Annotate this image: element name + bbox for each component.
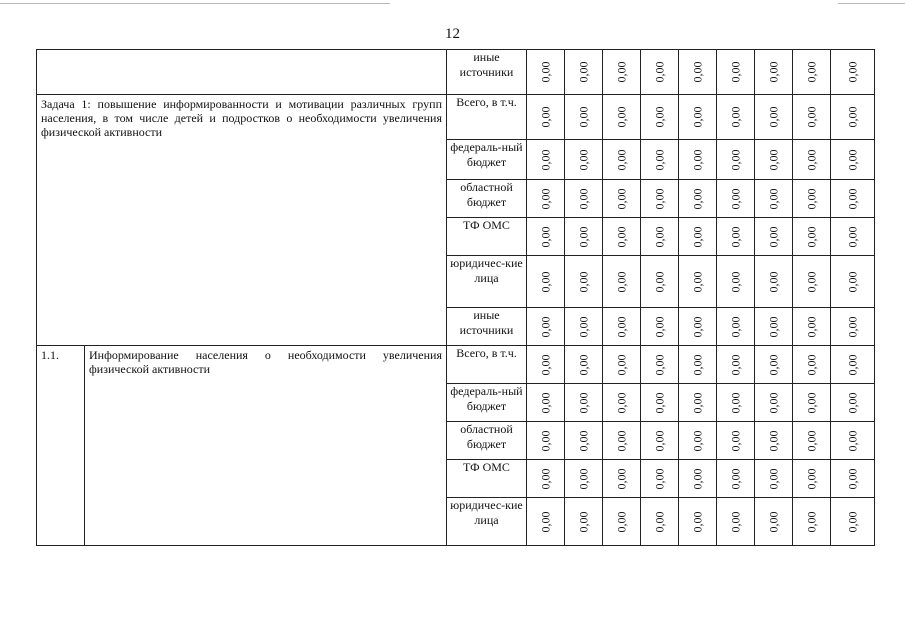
value-text: 0,00 <box>766 468 780 489</box>
value-text: 0,00 <box>652 354 666 375</box>
value-cell <box>679 422 717 460</box>
value-cell <box>755 95 793 140</box>
funding-source-cell: областной бюджет <box>447 180 527 218</box>
value-text: 0,00 <box>652 271 666 292</box>
value-text: 0,00 <box>690 354 704 375</box>
value-text: 0,00 <box>576 149 590 170</box>
value-cell <box>831 498 875 546</box>
value-text: 0,00 <box>690 316 704 337</box>
value-cell <box>679 384 717 422</box>
table-row <box>37 346 875 384</box>
value-cell <box>793 346 831 384</box>
value-cell <box>603 308 641 346</box>
value-cell <box>717 308 755 346</box>
value-text: 0,00 <box>728 61 742 83</box>
value-cell <box>527 308 565 346</box>
value-text: 0,00 <box>614 392 628 413</box>
value-text: 0,00 <box>728 226 742 247</box>
value-cell <box>831 50 875 95</box>
value-cell <box>565 256 603 308</box>
value-cell <box>831 422 875 460</box>
value-text: 0,00 <box>614 354 628 375</box>
value-cell <box>717 256 755 308</box>
value-text: 0,00 <box>728 392 742 413</box>
value-text: 0,00 <box>652 392 666 413</box>
value-cell <box>831 256 875 308</box>
value-cell <box>679 308 717 346</box>
value-text: 0,00 <box>766 316 780 337</box>
value-text: 0,00 <box>766 106 780 128</box>
funding-source-cell: иные источники <box>447 50 527 95</box>
value-cell <box>565 498 603 546</box>
value-text: 0,00 <box>766 149 780 170</box>
value-text: 0,00 <box>652 316 666 337</box>
value-cell <box>755 308 793 346</box>
value-text: 0,00 <box>576 430 590 451</box>
value-text: 0,00 <box>614 188 628 209</box>
value-cell <box>603 256 641 308</box>
value-cell <box>755 180 793 218</box>
value-text: 0,00 <box>538 188 552 209</box>
value-cell <box>527 180 565 218</box>
value-cell <box>565 140 603 180</box>
value-cell <box>793 140 831 180</box>
value-cell <box>527 95 565 140</box>
value-text: 0,00 <box>845 430 859 451</box>
value-text: 0,00 <box>690 468 704 489</box>
value-text: 0,00 <box>576 226 590 247</box>
value-text: 0,00 <box>614 468 628 489</box>
value-text: 0,00 <box>652 61 666 83</box>
value-text: 0,00 <box>652 468 666 489</box>
value-cell <box>565 384 603 422</box>
value-cell <box>755 346 793 384</box>
value-cell <box>641 140 679 180</box>
value-text: 0,00 <box>728 316 742 337</box>
value-text: 0,00 <box>728 468 742 489</box>
value-cell <box>565 218 603 256</box>
funding-source-cell: федераль-ный бюджет <box>447 140 527 180</box>
value-cell <box>755 256 793 308</box>
value-cell <box>717 180 755 218</box>
value-cell <box>831 218 875 256</box>
value-cell <box>831 460 875 498</box>
value-cell <box>831 95 875 140</box>
value-text: 0,00 <box>576 354 590 375</box>
value-text: 0,00 <box>538 392 552 413</box>
value-text: 0,00 <box>690 226 704 247</box>
value-cell <box>641 256 679 308</box>
value-text: 0,00 <box>652 430 666 451</box>
value-text: 0,00 <box>804 430 818 451</box>
value-text: 0,00 <box>614 271 628 292</box>
value-cell <box>527 422 565 460</box>
value-cell <box>717 218 755 256</box>
value-cell <box>565 95 603 140</box>
value-text: 0,00 <box>728 149 742 170</box>
value-cell <box>679 140 717 180</box>
value-cell <box>641 460 679 498</box>
value-cell <box>641 218 679 256</box>
value-text: 0,00 <box>576 106 590 128</box>
value-text: 0,00 <box>690 511 704 532</box>
value-text: 0,00 <box>538 226 552 247</box>
task-1-cell <box>37 95 447 346</box>
value-cell <box>603 498 641 546</box>
funding-source-cell: юридичес-кие лица <box>447 256 527 308</box>
value-text: 0,00 <box>614 226 628 247</box>
funding-source-cell: Всего, в т.ч. <box>447 95 527 140</box>
value-cell <box>565 346 603 384</box>
value-cell <box>527 384 565 422</box>
value-cell <box>603 422 641 460</box>
value-text: 0,00 <box>690 392 704 413</box>
funding-source-cell: Всего, в т.ч. <box>447 346 527 384</box>
value-text: 0,00 <box>538 316 552 337</box>
value-cell <box>641 384 679 422</box>
value-text: 0,00 <box>538 430 552 451</box>
value-text: 0,00 <box>576 316 590 337</box>
value-cell <box>527 346 565 384</box>
value-text: 0,00 <box>538 468 552 489</box>
value-cell <box>679 460 717 498</box>
value-text: 0,00 <box>845 354 859 375</box>
value-cell <box>527 50 565 95</box>
value-cell <box>679 498 717 546</box>
value-cell <box>755 218 793 256</box>
value-text: 0,00 <box>614 430 628 451</box>
value-text: 0,00 <box>690 188 704 209</box>
value-text: 0,00 <box>576 392 590 413</box>
scan-artifact-line <box>0 3 390 4</box>
value-cell <box>679 256 717 308</box>
value-text: 0,00 <box>804 316 818 337</box>
value-text: 0,00 <box>576 188 590 209</box>
value-cell <box>831 384 875 422</box>
value-text: 0,00 <box>614 511 628 532</box>
value-cell <box>755 384 793 422</box>
value-text: 0,00 <box>652 188 666 209</box>
value-cell <box>679 95 717 140</box>
value-cell <box>831 140 875 180</box>
value-cell <box>527 218 565 256</box>
value-cell <box>641 308 679 346</box>
value-text: 0,00 <box>845 468 859 489</box>
value-cell <box>679 180 717 218</box>
value-cell <box>793 95 831 140</box>
value-cell <box>641 95 679 140</box>
value-cell <box>565 422 603 460</box>
value-cell <box>793 256 831 308</box>
value-text: 0,00 <box>766 430 780 451</box>
value-text: 0,00 <box>690 106 704 128</box>
value-cell <box>527 140 565 180</box>
value-text: 0,00 <box>845 316 859 337</box>
value-text: 0,00 <box>804 468 818 489</box>
value-cell <box>717 50 755 95</box>
value-cell <box>831 180 875 218</box>
value-text: 0,00 <box>538 354 552 375</box>
funding-source-cell: ТФ ОМС <box>447 218 527 256</box>
budget-table-body <box>37 50 875 546</box>
value-text: 0,00 <box>614 61 628 83</box>
value-cell <box>793 308 831 346</box>
value-text: 0,00 <box>845 392 859 413</box>
table-row <box>37 95 875 140</box>
value-cell <box>717 346 755 384</box>
value-cell <box>755 140 793 180</box>
value-text: 0,00 <box>728 106 742 128</box>
value-text: 0,00 <box>766 226 780 247</box>
funding-source-cell: федераль-ный бюджет <box>447 384 527 422</box>
value-cell <box>641 50 679 95</box>
value-text: 0,00 <box>804 149 818 170</box>
funding-source-cell: иные источники <box>447 308 527 346</box>
value-cell <box>641 422 679 460</box>
value-text: 0,00 <box>728 271 742 292</box>
item-number: 1.1. <box>41 348 59 362</box>
value-cell <box>603 218 641 256</box>
table-row <box>37 50 875 95</box>
value-text: 0,00 <box>804 61 818 83</box>
value-cell <box>793 50 831 95</box>
value-text: 0,00 <box>614 316 628 337</box>
value-cell <box>793 498 831 546</box>
value-text: 0,00 <box>652 149 666 170</box>
value-text: 0,00 <box>766 188 780 209</box>
value-text: 0,00 <box>538 149 552 170</box>
value-cell <box>755 50 793 95</box>
value-cell <box>717 422 755 460</box>
value-text: 0,00 <box>845 188 859 209</box>
value-cell <box>755 422 793 460</box>
value-cell <box>565 180 603 218</box>
value-cell <box>527 256 565 308</box>
value-cell <box>679 218 717 256</box>
value-cell <box>679 346 717 384</box>
value-text: 0,00 <box>728 354 742 375</box>
value-text: 0,00 <box>538 61 552 83</box>
value-cell <box>717 498 755 546</box>
value-text: 0,00 <box>690 149 704 170</box>
value-cell <box>603 180 641 218</box>
scan-artifact-line <box>838 3 905 4</box>
value-text: 0,00 <box>845 226 859 247</box>
value-cell <box>755 460 793 498</box>
value-text: 0,00 <box>804 226 818 247</box>
value-cell <box>603 460 641 498</box>
value-text: 0,00 <box>804 271 818 292</box>
value-cell <box>603 384 641 422</box>
value-text: 0,00 <box>576 271 590 292</box>
value-text: 0,00 <box>766 511 780 532</box>
value-cell <box>527 460 565 498</box>
value-text: 0,00 <box>576 468 590 489</box>
value-text: 0,00 <box>690 61 704 83</box>
value-cell <box>717 460 755 498</box>
value-text: 0,00 <box>845 149 859 170</box>
value-text: 0,00 <box>652 511 666 532</box>
value-cell <box>603 346 641 384</box>
value-cell <box>641 346 679 384</box>
blank-description-cell <box>37 50 447 95</box>
value-cell <box>717 140 755 180</box>
value-cell <box>831 346 875 384</box>
budget-table <box>36 49 875 546</box>
value-cell <box>831 308 875 346</box>
value-text: 0,00 <box>538 106 552 128</box>
value-text: 0,00 <box>538 271 552 292</box>
value-text: 0,00 <box>576 61 590 83</box>
task-1-description: Задача 1: повышение информированности и мотивации различных групп населения, в том числе детей и подростков о необходимости увеличения физической активности <box>41 97 442 139</box>
value-text: 0,00 <box>766 392 780 413</box>
value-cell <box>565 460 603 498</box>
value-text: 0,00 <box>804 392 818 413</box>
value-cell <box>565 50 603 95</box>
value-cell <box>755 498 793 546</box>
value-text: 0,00 <box>766 354 780 375</box>
value-text: 0,00 <box>804 188 818 209</box>
funding-source-cell: юридичес-кие лица <box>447 498 527 546</box>
value-cell <box>603 140 641 180</box>
value-cell <box>793 460 831 498</box>
value-cell <box>565 308 603 346</box>
value-text: 0,00 <box>804 106 818 128</box>
value-text: 0,00 <box>845 511 859 532</box>
value-text: 0,00 <box>690 430 704 451</box>
value-cell <box>603 95 641 140</box>
funding-source-cell: ТФ ОМС <box>447 460 527 498</box>
value-text: 0,00 <box>652 106 666 128</box>
value-cell <box>603 50 641 95</box>
value-text: 0,00 <box>728 511 742 532</box>
value-cell <box>679 50 717 95</box>
value-text: 0,00 <box>845 271 859 292</box>
value-cell <box>641 180 679 218</box>
page-number: 12 <box>445 26 460 42</box>
value-cell <box>793 218 831 256</box>
value-cell <box>793 422 831 460</box>
value-cell <box>641 498 679 546</box>
value-cell <box>793 384 831 422</box>
value-text: 0,00 <box>766 271 780 292</box>
value-cell <box>793 180 831 218</box>
value-cell <box>717 95 755 140</box>
value-text: 0,00 <box>804 354 818 375</box>
value-text: 0,00 <box>845 106 859 128</box>
value-text: 0,00 <box>538 511 552 532</box>
value-text: 0,00 <box>728 430 742 451</box>
value-text: 0,00 <box>614 106 628 128</box>
value-text: 0,00 <box>652 226 666 247</box>
item-number-cell <box>37 346 85 546</box>
funding-source-cell: областной бюджет <box>447 422 527 460</box>
value-text: 0,00 <box>576 511 590 532</box>
value-text: 0,00 <box>845 61 859 83</box>
value-text: 0,00 <box>728 188 742 209</box>
value-cell <box>527 498 565 546</box>
item-description: Информирование населения о необходимости увеличения физической активности <box>89 348 442 376</box>
value-text: 0,00 <box>614 149 628 170</box>
item-description-cell <box>85 346 447 546</box>
value-text: 0,00 <box>690 271 704 292</box>
value-text: 0,00 <box>766 61 780 83</box>
value-cell <box>717 384 755 422</box>
value-text: 0,00 <box>804 511 818 532</box>
